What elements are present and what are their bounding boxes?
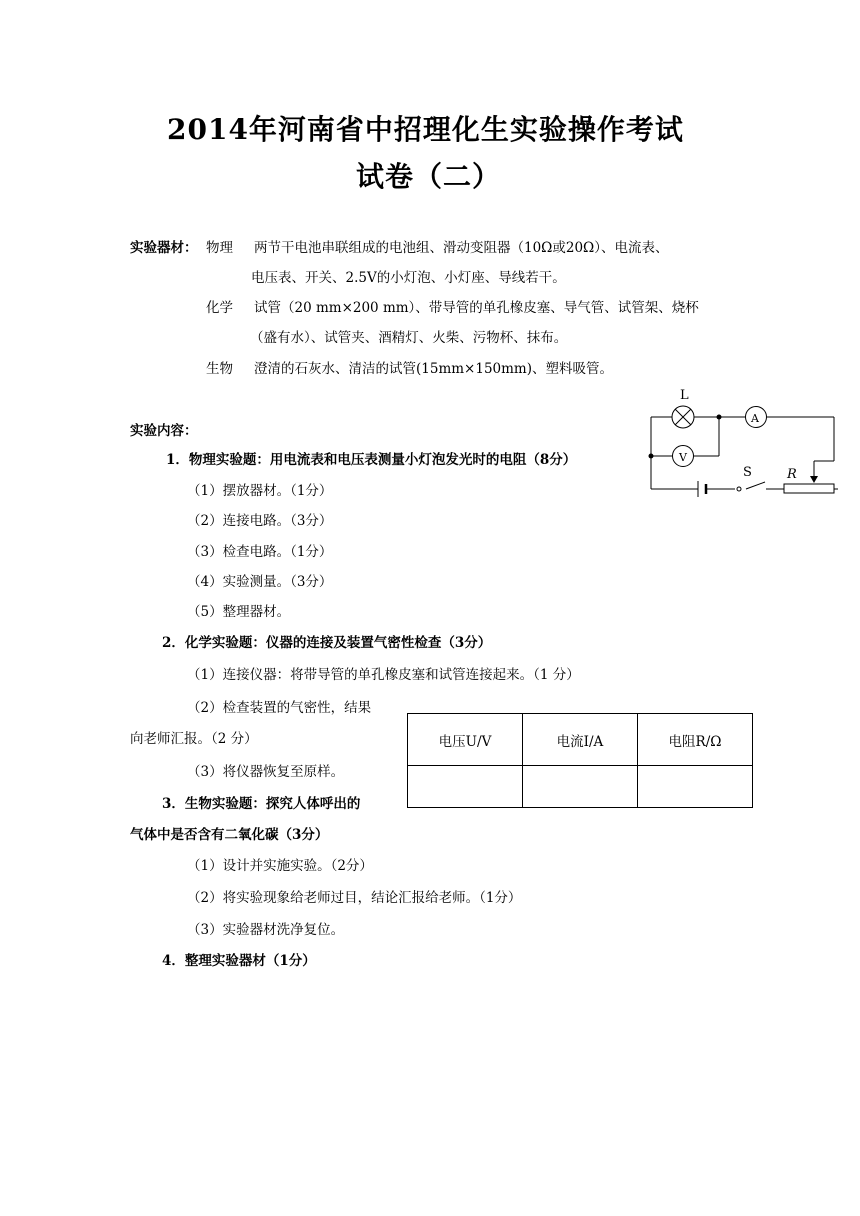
lamp-label: L <box>680 388 689 403</box>
q2-heading: 2．化学实验题：仪器的连接及装置气密性检查（3分） <box>162 635 492 651</box>
q2-step-3: （3）将仪器恢复至原样。 <box>187 764 345 780</box>
table-header-current: 电流I/A <box>523 714 638 766</box>
q3-heading-a: 3．生物实验题：探究人体呼出的 <box>162 796 361 812</box>
table-cell-voltage[interactable] <box>408 766 523 808</box>
switch-label: S <box>743 465 752 480</box>
chemistry-subject: 化学 <box>206 300 233 316</box>
rheostat-label: R <box>787 467 797 482</box>
q4-heading: 4．整理实验器材（1分） <box>162 953 316 969</box>
q1-heading: 1．物理实验题：用电流表和电压表测量小灯泡发光时的电阻（8分） <box>166 452 577 468</box>
table-row <box>408 766 753 808</box>
page-title-line2: 试卷（二） <box>356 160 502 193</box>
q3-step-2: （2）将实验现象给老师过目，结论汇报给老师。（1分） <box>187 890 522 906</box>
lamp-icon <box>672 406 694 428</box>
q2-step-2a: （2）检查装置的气密性，结果 <box>187 700 372 716</box>
biology-materials-line1: 澄清的石灰水、清洁的试管(15mm×150mm)、塑料吸管。 <box>254 361 613 377</box>
chemistry-materials-line2: （盛有水）、试管夹、酒精灯、火柴、污物杯、抹布。 <box>250 330 568 346</box>
q3-step-1: （1）设计并实施实验。（2分） <box>187 858 373 874</box>
content-label: 实验内容： <box>130 423 198 439</box>
switch-icon <box>737 487 741 491</box>
table-header-resistance: 电阻R/Ω <box>638 714 753 766</box>
q1-step-3: （3）检查电路。（1分） <box>187 544 333 560</box>
measurement-table <box>407 713 753 808</box>
physics-materials-line1: 两节干电池串联组成的电池组、滑动变阻器（10Ω或20Ω）、电流表、 <box>254 240 669 256</box>
physics-materials-line2: 电压表、开关、2.5V的小灯泡、小灯座、导线若干。 <box>251 270 566 286</box>
q3-step-3: （3）实验器材洗净复位。 <box>187 922 345 938</box>
q1-step-5: （5）整理器材。 <box>187 604 291 620</box>
page-title-line1: 2014年河南省中招理化生实验操作考试 <box>167 113 684 146</box>
chemistry-materials-line1: 试管（20 mm×200 mm）、带导管的单孔橡皮塞、导气管、试管架、烧杯 <box>254 300 699 316</box>
table-header-voltage: 电压U/V <box>408 714 523 766</box>
q3-heading-b: 气体中是否含有二氧化碳（3分） <box>130 827 329 843</box>
voltmeter-label: V <box>679 451 687 464</box>
biology-subject: 生物 <box>206 361 233 377</box>
battery-icon <box>698 481 706 497</box>
table-cell-current[interactable] <box>523 766 638 808</box>
table-header-row <box>408 714 753 766</box>
physics-subject: 物理 <box>206 240 233 256</box>
q1-step-1: （1）摆放器材。（1分） <box>187 483 333 499</box>
table-cell-resistance[interactable] <box>638 766 753 808</box>
circuit-diagram <box>640 382 840 497</box>
ammeter-label: A <box>751 412 759 425</box>
q1-step-2: （2）连接电路。（3分） <box>187 513 333 529</box>
q1-step-4: （4）实验测量。（3分） <box>187 574 333 590</box>
q2-step-1: （1）连接仪器：将带导管的单孔橡皮塞和试管连接起来。（1 分） <box>187 667 580 683</box>
materials-label: 实验器材： <box>130 240 198 256</box>
q2-step-2b: 向老师汇报。（2 分） <box>130 731 258 747</box>
